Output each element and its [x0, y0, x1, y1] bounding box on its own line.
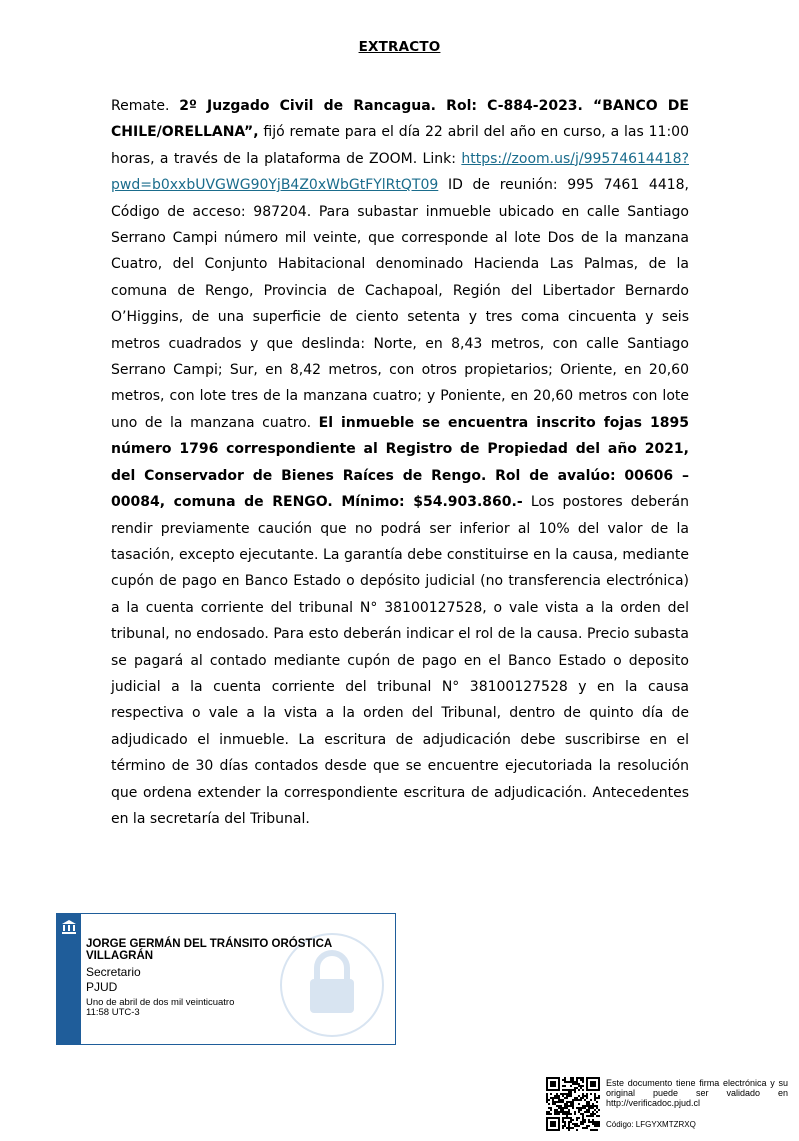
signature-accent-strip	[57, 914, 81, 1044]
signer-organization: PJUD	[86, 980, 118, 994]
zoom-link[interactable]: https://zoom.us/j/99574614418?pwd=b0xxbUVGWG90YjB4Z0xWbGtFYlRtQT09	[111, 150, 689, 194]
verification-notice: Este documento tiene firma electrónica y su original puede ser validado en http://verificadoc.pjud.cl	[606, 1078, 788, 1108]
signature-details	[86, 938, 386, 1018]
verification-qr-code	[546, 1077, 600, 1131]
property-registration-bold: El inmueble se encuentra inscrito fojas 1895 número 1796 correspondiente al Registro de Propiedad del año 2021, del Conservador de Bienes Raíces de Rengo. Rol de avalúo: 00606 – 00084, comuna de RENGO. Mínimo: $54.903.860.-	[111, 414, 689, 511]
document-title: EXTRACTO	[358, 39, 441, 55]
signer-name: JORGE GERMÁN DEL TRÁNSITO ORÓSTICA VILLAGRÁN	[86, 938, 332, 962]
body-text-1: Remate.	[111, 98, 180, 114]
signature-time: 11:58 UTC-3	[86, 1007, 140, 1018]
body-text-2: fijó remate para el día 22 abril del año en curso, a las 11:00 horas, a través de la plataforma de ZOOM. Link:	[111, 124, 689, 167]
electronic-signature-box	[56, 913, 396, 1045]
body-text-3: ID de reunión: 995 7461 4418, Código de acceso: 987204. Para subastar inmueble ubicado en calle Santiago Serrano Campi número mil veinte, que corresponde al lote Dos de la manzana Cuatro, del Conjunto Habitacional denominado Hacienda Las Palmas, de la comuna de Rengo, Provincia de Cachapoal, Región del Libertador Bernardo O’Higgins, de una superficie de ciento setenta y tres coma cincuenta y seis metros cuadrados y que deslinda: Norte, en 8,43 metros, con calle Santiago Serrano Campi; Sur, en 8,42 metros, con otros propietarios; Oriente, en 20,60 metros, con lote tres de la manzana cuatro; y Poniente, en 20,60 metros con lote uno de la manzana cuatro.	[111, 177, 689, 431]
courthouse-icon	[61, 919, 77, 935]
signer-role: Secretario	[86, 965, 141, 979]
court-case-header: 2º Juzgado Civil de Rancagua. Rol: C-884-2023. “BANCO DE CHILE/ORELLANA”,	[111, 98, 689, 141]
extract-body	[111, 93, 689, 832]
verification-code: Código: LFGYXMTZRXQ	[606, 1120, 696, 1129]
signature-date: Uno de abril de dos mil veinticuatro	[86, 997, 235, 1008]
body-text-4: Los postores deberán rendir previamente caución que no podrá ser inferior al 10% del valor de la tasación, excepto ejecutante. La garantía debe constituirse en la causa, mediante cupón de pago en Banco Estado o depósito judicial (no transferencia electrónica) a la cuenta corriente del tribunal N° 38100127528, o vale vista a la orden del tribunal, no endosado. Para esto deberán indicar el rol de la causa. Precio subasta se pagará al contado mediante cupón de pago en el Banco Estado o deposito judicial a la cuenta corriente del tribunal N° 38100127528 y en la causa respectiva o vale a la vista a la orden del Tribunal, dentro de quinto día de adjudicado el inmueble. La escritura de adjudicación debe suscribirse en el término de 30 días contados desde que se encuentre ejecutoriada la resolución que ordena extender la correspondiente escritura de adjudicación. Antecedentes en la secretaría del Tribunal.	[111, 494, 689, 827]
